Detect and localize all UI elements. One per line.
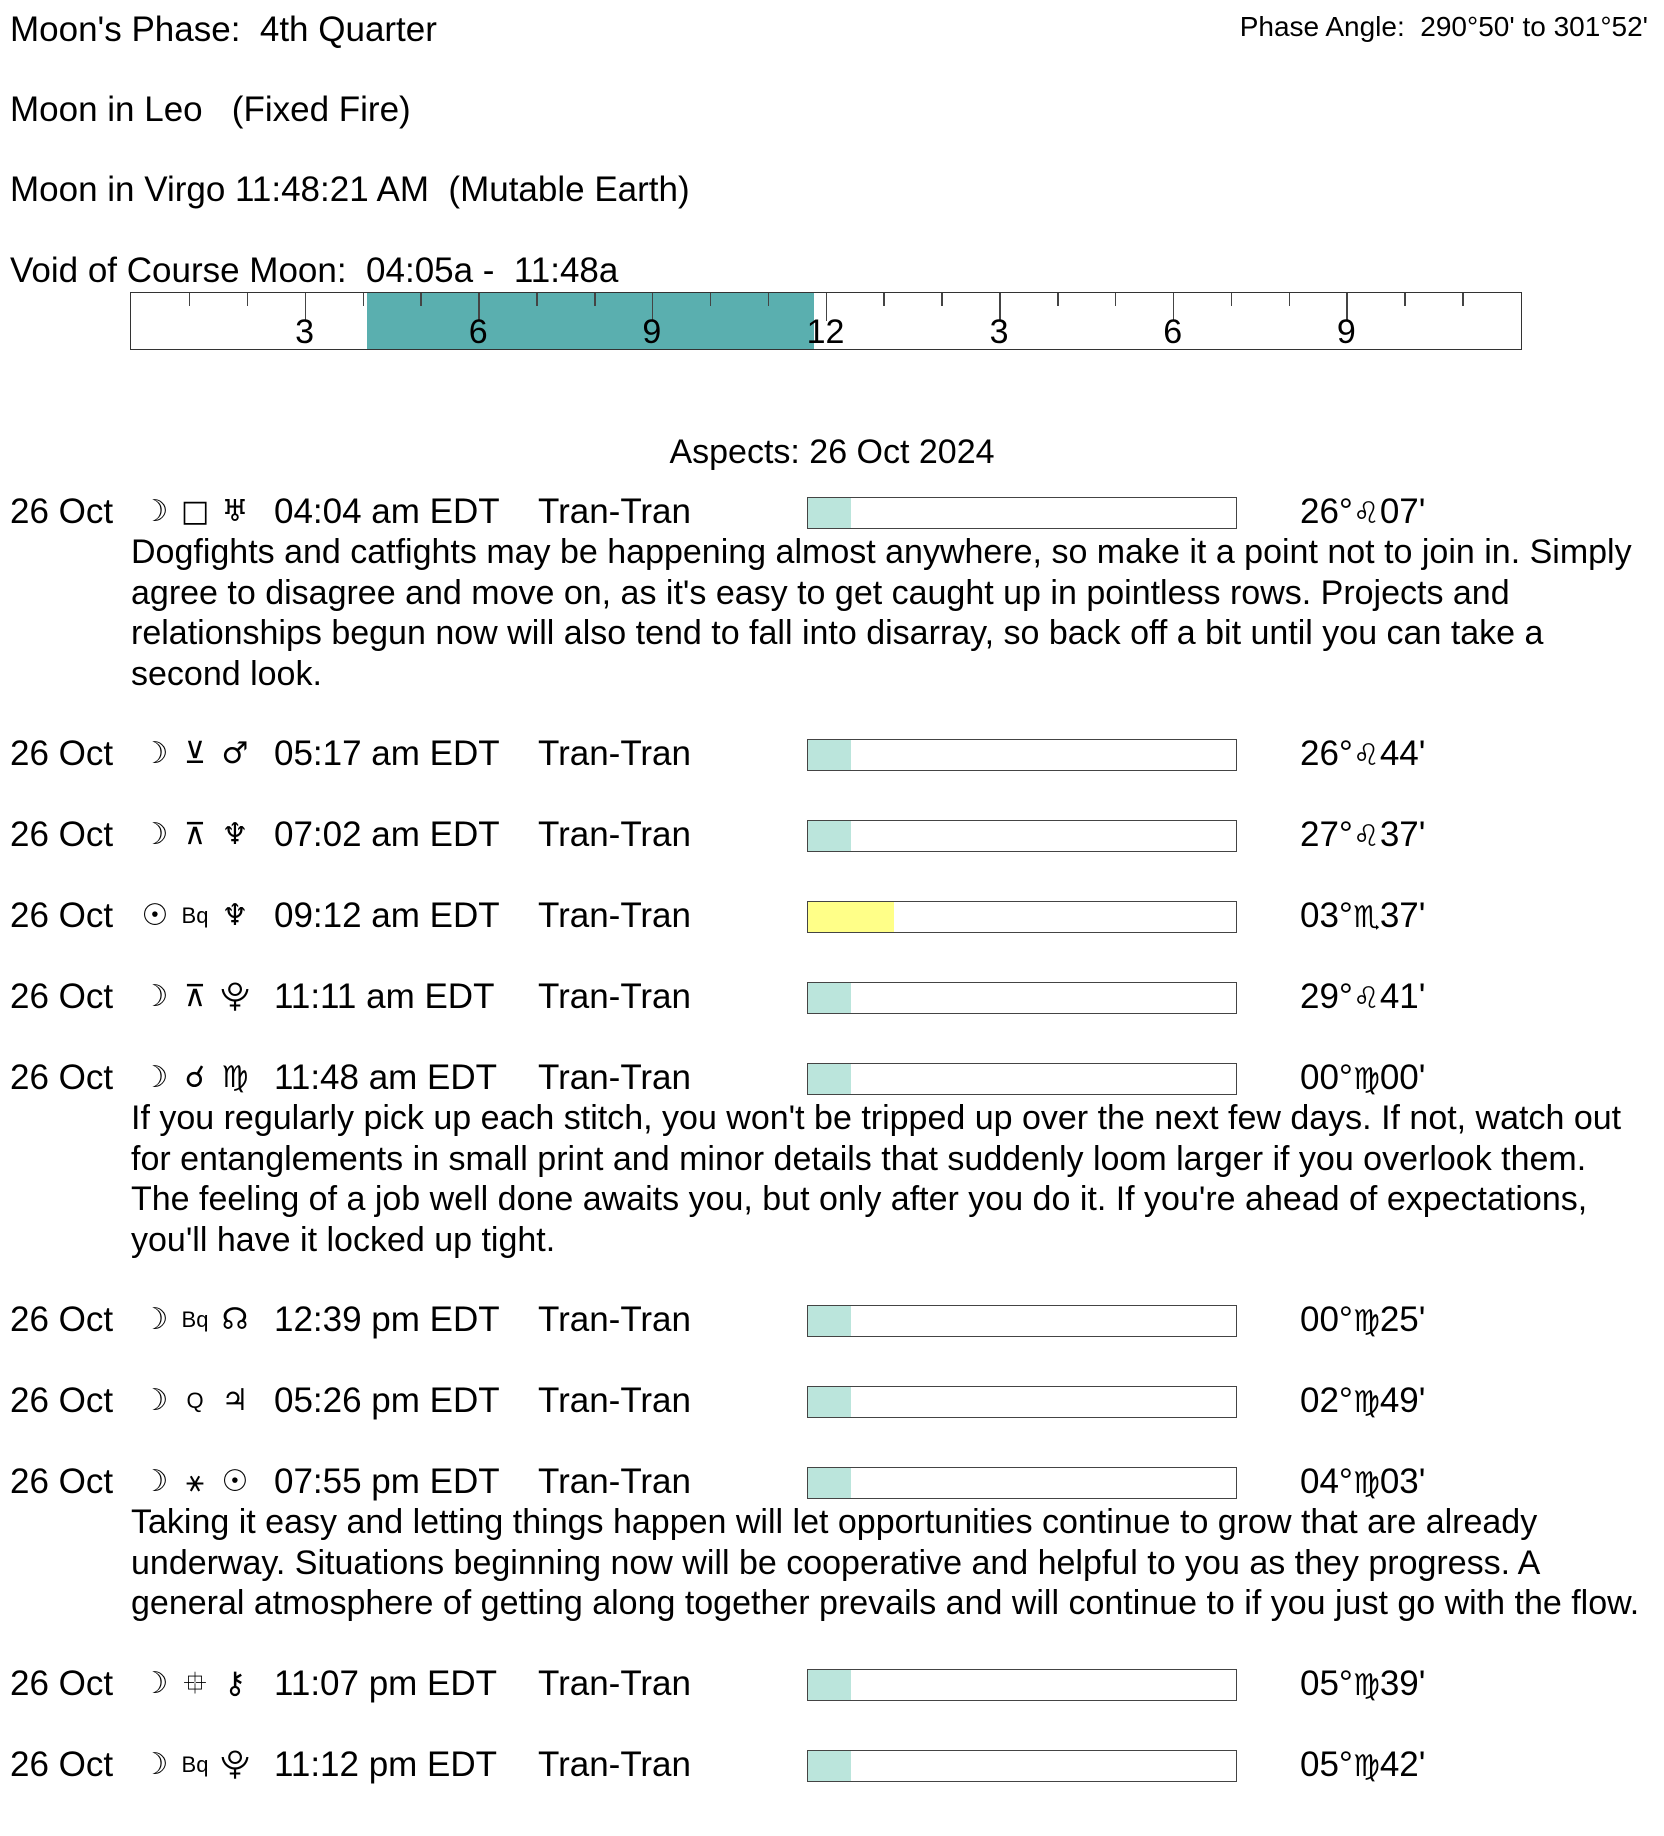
- pluto-icon: ⯓: [220, 979, 250, 1014]
- jupiter-icon: ♃: [221, 1383, 249, 1418]
- position-degrees: 27°: [1300, 815, 1353, 854]
- moon-phase: Moon's Phase: 4th Quarter: [10, 10, 437, 49]
- timeline-tick: [1057, 293, 1059, 306]
- aspect-type: Tran-Tran: [538, 1462, 691, 1501]
- aspect-row: [0, 1381, 1664, 1421]
- aspect-type: Tran-Tran: [538, 1300, 691, 1339]
- timeline-tick: [594, 293, 596, 306]
- aspect-strength-fill: [808, 902, 894, 932]
- position-degrees: 26°: [1300, 492, 1353, 531]
- aspect-time: 07:02 am EDT: [274, 815, 500, 854]
- aspect-date: 26 Oct: [10, 1381, 114, 1420]
- aspect-strength-fill: [808, 1468, 851, 1498]
- aspect-time: 11:11 am EDT: [274, 977, 495, 1016]
- conjunction-aspect-icon: ☌: [184, 1060, 206, 1095]
- aspect-strength-bar: [807, 1386, 1237, 1418]
- square-aspect-icon: □: [180, 494, 210, 529]
- aspect-type: Tran-Tran: [538, 1381, 691, 1420]
- position-degrees: 03°: [1300, 896, 1353, 935]
- aspect-type: Tran-Tran: [538, 1058, 691, 1097]
- virgo-icon: ♍: [1352, 1304, 1380, 1339]
- aspect-row: [0, 1462, 1664, 1502]
- chiron-icon: ⚷: [224, 1665, 246, 1701]
- quincunx-aspect-icon: ⊼: [184, 979, 206, 1014]
- aspect-time: 04:04 am EDT: [274, 492, 500, 531]
- position-minutes: 25': [1379, 1300, 1426, 1339]
- position-minutes: 49': [1379, 1381, 1426, 1420]
- moon-icon: ☽: [141, 1746, 169, 1782]
- moon-icon: ☽: [141, 817, 169, 852]
- neptune-icon: ♆: [221, 898, 249, 933]
- position-minutes: 42': [1379, 1744, 1426, 1784]
- position-degrees: 02°: [1300, 1381, 1353, 1420]
- aspect-position: [1300, 1058, 1425, 1100]
- moon-in-leo: Moon in Leo (Fixed Fire): [10, 90, 411, 129]
- aspect-strength-fill: [808, 983, 851, 1013]
- moon-icon: ☽: [141, 979, 169, 1014]
- aspect-time: 11:07 pm EDT: [274, 1663, 498, 1703]
- scorpio-icon: ♏: [1352, 900, 1380, 935]
- aspect-type: Tran-Tran: [538, 896, 691, 935]
- leo-icon: ♌: [1352, 819, 1380, 854]
- timeline-tick: [883, 293, 885, 306]
- moon-in-virgo: Moon in Virgo 11:48:21 AM (Mutable Earth): [10, 170, 690, 209]
- position-minutes: 41': [1379, 977, 1426, 1016]
- aspect-row: [0, 977, 1664, 1017]
- aspect-row: [0, 896, 1664, 936]
- aspect-strength-bar: [807, 820, 1237, 852]
- north-node-icon: ☊: [221, 1302, 249, 1337]
- moon-icon: ☽: [141, 1464, 169, 1499]
- void-of-course: Void of Course Moon: 04:05a - 11:48a: [10, 251, 619, 290]
- semisextile-aspect-icon: ⊻: [184, 736, 206, 771]
- moon-icon: ☽: [141, 736, 169, 771]
- aspect-strength-bar: [807, 1750, 1237, 1782]
- timeline-hour-label: 3: [989, 313, 1009, 351]
- mars-icon: ♂: [221, 736, 249, 771]
- position-degrees: 05°: [1300, 1744, 1353, 1784]
- position-degrees: 29°: [1300, 977, 1353, 1016]
- aspect-strength-fill: [808, 1670, 851, 1700]
- aspect-position: [1300, 815, 1425, 857]
- aspect-strength-bar: [807, 982, 1237, 1014]
- aspect-type: Tran-Tran: [538, 815, 691, 854]
- position-minutes: 00': [1379, 1058, 1426, 1097]
- aspect-strength-bar: [807, 1669, 1237, 1701]
- neptune-icon: ♆: [221, 817, 249, 852]
- moon-icon: ☽: [141, 1302, 169, 1337]
- timeline-tick: [420, 293, 422, 306]
- timeline-hour-label: 9: [642, 313, 662, 351]
- timeline-tick: [247, 293, 249, 306]
- timeline-tick: [1462, 293, 1464, 306]
- void-of-course-timeline: [130, 292, 1522, 350]
- aspect-date: 26 Oct: [10, 1462, 114, 1501]
- aspect-type: Tran-Tran: [538, 1744, 691, 1784]
- aspect-date: 26 Oct: [10, 1058, 114, 1097]
- timeline-hour-label: 12: [806, 313, 845, 351]
- timeline-tick: [768, 293, 770, 306]
- timeline-tick: [1231, 293, 1233, 306]
- aspect-strength-bar: [807, 739, 1237, 771]
- virgo-icon: ♍: [1352, 1062, 1380, 1097]
- biquintile-aspect-icon: Bq: [181, 1307, 209, 1332]
- aspect-type: Tran-Tran: [538, 492, 691, 531]
- timeline-tick: [363, 293, 365, 306]
- position-minutes: 44': [1379, 734, 1426, 773]
- aspects-title: Aspects: 26 Oct 2024: [669, 433, 995, 471]
- aspect-date: 26 Oct: [10, 977, 114, 1016]
- aspect-date: 26 Oct: [10, 734, 114, 773]
- timeline-tick: [1289, 293, 1291, 306]
- virgo-icon: ♍: [221, 1060, 249, 1095]
- timeline-hour-label: 6: [1163, 313, 1183, 351]
- timeline-hour-label: 9: [1336, 313, 1356, 351]
- timeline-hour-label: 6: [468, 313, 488, 351]
- timeline-tick: [536, 293, 538, 306]
- aspect-strength-fill: [808, 821, 851, 851]
- aspect-strength-fill: [808, 1306, 851, 1336]
- aspect-strength-fill: [808, 740, 851, 770]
- aspect-position: [1300, 492, 1425, 534]
- aspect-strength-fill: [808, 1387, 851, 1417]
- leo-icon: ♌: [1352, 981, 1380, 1016]
- aspect-type: Tran-Tran: [538, 1663, 691, 1703]
- aspect-strength-fill: [808, 1064, 851, 1094]
- moon-icon: ☽: [141, 1665, 169, 1701]
- position-degrees: 00°: [1300, 1058, 1353, 1097]
- virgo-icon: ♍: [1352, 1385, 1380, 1420]
- uranus-icon: ♅: [221, 494, 249, 529]
- moon-icon: ☽: [141, 1383, 169, 1418]
- aspect-date: 26 Oct: [10, 1663, 114, 1703]
- timeline-tick: [710, 293, 712, 306]
- moon-icon: ☽: [141, 1060, 169, 1095]
- timeline-hour-label: 3: [295, 313, 315, 351]
- position-minutes: 07': [1379, 492, 1426, 531]
- aspect-row: [0, 492, 1664, 532]
- aspect-strength-bar: [807, 497, 1237, 529]
- pluto-icon: ⯓: [220, 1746, 250, 1782]
- aspect-position: [1300, 896, 1425, 938]
- aspect-time: 07:55 pm EDT: [274, 1462, 500, 1501]
- position-minutes: 03': [1379, 1462, 1426, 1501]
- leo-icon: ♌: [1352, 738, 1380, 773]
- aspect-type: Tran-Tran: [538, 734, 691, 773]
- aspect-type: Tran-Tran: [538, 977, 691, 1016]
- position-degrees: 05°: [1300, 1663, 1353, 1703]
- aspect-date: 26 Oct: [10, 1744, 114, 1784]
- aspect-position: [1300, 1745, 1425, 1787]
- quintile-aspect-icon: Q: [186, 1388, 204, 1413]
- aspect-row: [0, 1300, 1664, 1340]
- aspect-position: [1300, 1381, 1425, 1423]
- biquintile-aspect-icon: Bq: [181, 903, 209, 928]
- leo-icon: ♌: [1352, 496, 1380, 531]
- timeline-tick: [1115, 293, 1117, 306]
- aspect-time: 05:17 am EDT: [274, 734, 500, 773]
- aspect-date: 26 Oct: [10, 896, 114, 935]
- virgo-icon: ♍: [1352, 1748, 1380, 1784]
- quincunx-aspect-icon: ⊼: [184, 817, 206, 852]
- aspect-time: 12:39 pm EDT: [274, 1300, 500, 1339]
- aspect-row: [0, 1058, 1664, 1098]
- position-degrees: 26°: [1300, 734, 1353, 773]
- aspect-date: 26 Oct: [10, 815, 114, 854]
- sun-icon: ☉: [221, 1464, 249, 1499]
- moon-icon: ☽: [141, 494, 169, 529]
- aspect-time: 05:26 pm EDT: [274, 1381, 500, 1420]
- aspect-time: 11:12 pm EDT: [274, 1744, 498, 1784]
- aspect-time: 11:48 am EDT: [274, 1058, 498, 1097]
- aspect-strength-bar: [807, 1467, 1237, 1499]
- aspect-date: 26 Oct: [10, 492, 114, 531]
- position-degrees: 04°: [1300, 1462, 1353, 1501]
- aspect-position: [1300, 1664, 1425, 1706]
- aspect-strength-fill: [808, 1751, 851, 1781]
- virgo-icon: ♍: [1352, 1466, 1380, 1501]
- aspect-strength-bar: [807, 901, 1237, 933]
- position-minutes: 37': [1379, 896, 1426, 935]
- aspect-row: [0, 734, 1664, 774]
- biquintile-aspect-icon: Bq: [181, 1751, 209, 1777]
- aspect-position: [1300, 1300, 1425, 1342]
- timeline-tick: [941, 293, 943, 306]
- sesquiquadrate-aspect-icon: ⯐: [183, 1665, 207, 1701]
- aspect-strength-fill: [808, 498, 851, 528]
- aspect-position: [1300, 734, 1425, 776]
- aspect-strength-bar: [807, 1063, 1237, 1095]
- void-of-course-fill: [367, 293, 814, 349]
- aspect-time: 09:12 am EDT: [274, 896, 500, 935]
- timeline-tick: [189, 293, 191, 306]
- position-minutes: 39': [1379, 1663, 1426, 1703]
- aspect-position: [1300, 977, 1425, 1019]
- aspect-row: [0, 815, 1664, 855]
- aspect-description: Dogfights and catfights may be happening almost anywhere, so make it a point not to join in. Simply agree to disagree and move on, as it's easy to get caught up in pointless rows. Projects and relationships begun now will also tend to fall into disarray, so back off a bit until you can take a second look.: [131, 533, 1632, 693]
- position-degrees: 00°: [1300, 1300, 1353, 1339]
- aspect-strength-bar: [807, 1305, 1237, 1337]
- aspect-row: [0, 1745, 1664, 1785]
- phase-angle: Phase Angle: 290°50' to 301°52': [1239, 11, 1648, 42]
- timeline-tick: [1404, 293, 1406, 306]
- sun-icon: ☉: [141, 898, 169, 933]
- aspect-date: 26 Oct: [10, 1300, 114, 1339]
- aspect-description: If you regularly pick up each stitch, you won't be tripped up over the next few days. If not, watch out for entanglements in small print and minor details that suddenly loom larger if you overlook them. The feeling of a job well done awaits you, but only after you do it. If you're ahead of expectations, you'll have it locked up tight.: [131, 1099, 1622, 1259]
- aspects-list: [0, 492, 1664, 1785]
- aspect-position: [1300, 1462, 1425, 1504]
- aspect-row: [0, 1664, 1664, 1704]
- position-minutes: 37': [1379, 815, 1426, 854]
- sextile-aspect-icon: ⚹: [186, 1464, 204, 1499]
- aspect-description: Taking it easy and letting things happen will let opportunities continue to grow that are already underway. Situations beginning now will be cooperative and helpful to you as they progress. A general atmosphere of getting along together prevails and will continue to if you just go with the flow.: [131, 1503, 1640, 1622]
- virgo-icon: ♍: [1352, 1667, 1380, 1703]
